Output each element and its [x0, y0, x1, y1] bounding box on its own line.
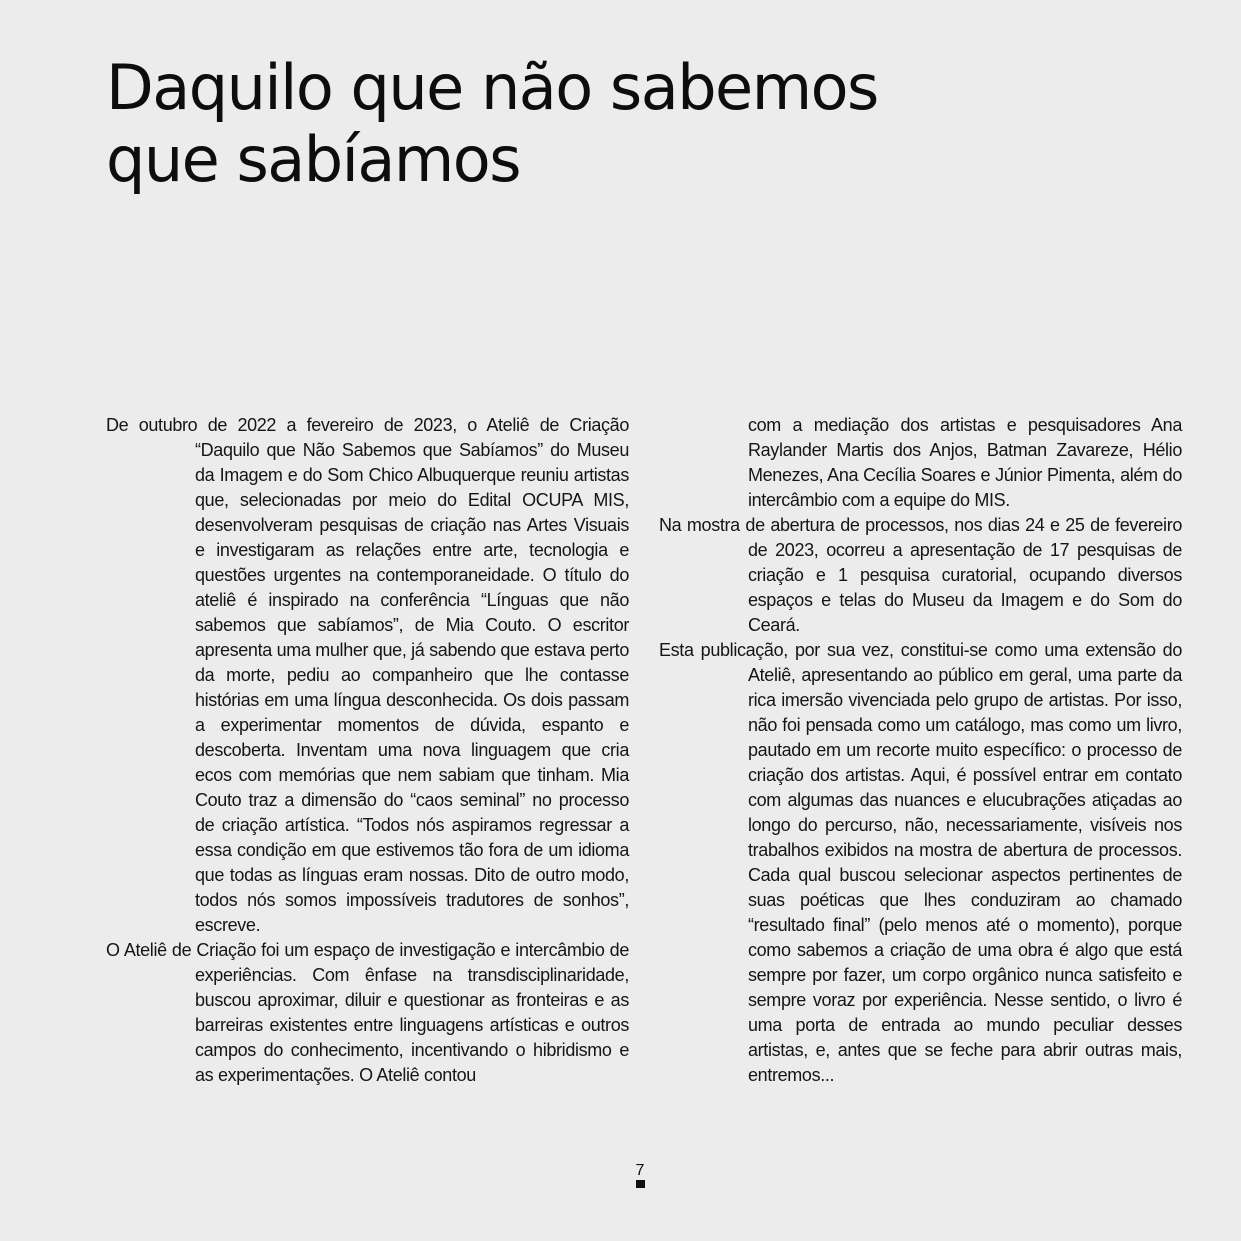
title-line-2: que sabíamos	[106, 123, 521, 196]
page-title	[106, 52, 1106, 196]
page-number: 7	[635, 1162, 645, 1179]
paragraph-exhibition: Na mostra de abertura de processos, nos dias 24 e 25 de fevereiro de 2023, ocorreu a apresentação de 17 pesquisas de criação e 1 pesquisa curatorial, ocupando diversos espaços e telas do Museu da Imagem e do Som do Ceará.	[659, 515, 1182, 635]
page-footer	[620, 1162, 660, 1188]
paragraph-atelie-intro: De outubro de 2022 a fevereiro de 2023, o Ateliê de Criação “Daquilo que Não Sabemos que Sabíamos” do Museu da Imagem e do Som Chico Albuquerque reuniu artistas que, selecionadas por meio do Edital OCUPA MIS, desenvolveram pesquisas de criação nas Artes Visuais e investigaram as relações entre arte, tecnologia e questões urgentes na contemporaneidade. O título do ateliê é inspirado na conferência “Línguas que não sabemos que sabíamos”, de Mia Couto. O escritor apresenta uma mulher que, já sabendo que estava perto da morte, pediu ao companheiro que lhe contasse histórias em uma língua desconhecida. Os dois passam a experimentar momentos de dúvida, espanto e descoberta. Inventam uma nova linguagem que cria ecos com memórias que nem sabiam que tinham. Mia Couto traz a dimensão do “caos seminal” no processo de criação artística. “Todos nós aspiramos regressar a essa condição em que estivemos tão fora de um idioma que todas as línguas eram nossas. Dito de outro modo, todos nós somos impossíveis tradutores de sonhos”, escreve.	[106, 415, 629, 935]
left-column	[106, 413, 629, 1088]
paragraph-mediation-continued: com a mediação dos artistas e pesquisadores Ana Raylander Martis dos Anjos, Batman Zavareze, Hélio Menezes, Ana Cecília Soares e Júnior Pimenta, além do intercâmbio com a equipe do MIS.	[748, 415, 1182, 510]
page-marker-square	[636, 1180, 645, 1188]
right-column	[659, 413, 1182, 1088]
paragraph-atelie-space: O Ateliê de Criação foi um espaço de investigação e intercâmbio de experiências. Com ênfase na transdisciplinaridade, buscou aproximar, diluir e questionar as fronteiras e as barreiras existentes entre linguagens artísticas e outros campos do conhecimento, incentivando o hibridismo e as experimentações. O Ateliê contou	[106, 940, 629, 1085]
paragraph-publication: Esta publicação, por sua vez, constitui-se como uma extensão do Ateliê, apresentando ao público em geral, uma parte da rica imersão vivenciada pelo grupo de artistas. Por isso, não foi pensada como um catálogo, mas como um livro, pautado em um recorte muito específico: o processo de criação dos artistas. Aqui, é possível entrar em contato com algumas das nuances e elucubrações atiçadas ao longo do percurso, não, necessariamente, visíveis nos trabalhos exibidos na mostra de abertura de processos. Cada qual buscou selecionar aspectos pertinentes de suas poéticas que lhes conduziram ao chamado “resultado final” (pelo menos até o momento), porque como sabemos a criação de uma obra é algo que está sempre por fazer, um corpo orgânico nunca satisfeito e sempre voraz por experiência. Nesse sentido, o livro é uma porta de entrada ao mundo peculiar desses artistas, e, antes que se feche para abrir outras mais, entremos...	[659, 640, 1182, 1085]
title-line-1: Daquilo que não sabemos	[106, 51, 878, 124]
